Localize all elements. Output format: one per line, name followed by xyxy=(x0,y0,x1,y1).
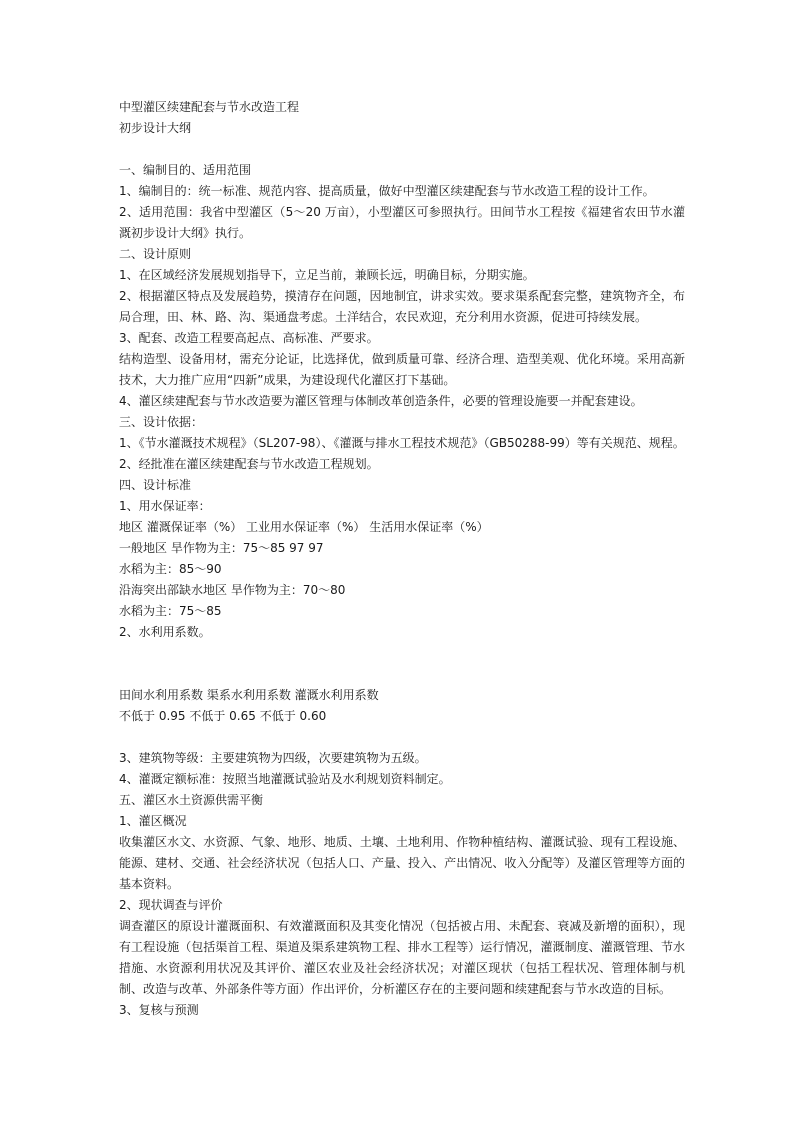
paragraph: 3、配套、改造工程要高起点、高标准、严要求。 xyxy=(119,331,379,345)
paragraph: 2、根据灌区特点及发展趋势，摸清存在问题，因地制宜，讲求实效。要求渠系配套完整，建筑物齐全，布局合理，田、林、路、沟、渠通盘考虑。土洋结合，农民欢迎，充分利用水资源，促进可持续发展。 xyxy=(119,289,685,324)
table-row: 水稻为主：85～90 xyxy=(119,562,222,576)
blank-line xyxy=(119,139,685,160)
paragraph: 1、《节水灌溉技术规程》（SL207-98）、《灌溉与排水工程技术规范》（GB50288-99）等有关规范、规程。 xyxy=(119,436,685,450)
paragraph: 2、经批准在灌区续建配套与节水改造工程规划。 xyxy=(119,457,379,471)
paragraph: 1、灌区概况 xyxy=(119,814,187,828)
section-heading: 一、编制目的、适用范围 xyxy=(119,163,252,177)
blank-line xyxy=(119,643,685,685)
paragraph: 2、水利用系数。 xyxy=(119,625,211,639)
paragraph: 1、用水保证率： xyxy=(119,499,211,513)
table-row: 沿海突出部缺水地区 旱作物为主：70～80 xyxy=(119,583,346,597)
section-heading: 二、设计原则 xyxy=(119,247,192,261)
document-subtitle: 初步设计大纲 xyxy=(119,121,192,135)
document-body xyxy=(119,97,685,1021)
table-header: 田间水利用系数 渠系水利用系数 灌溉水利用系数 xyxy=(119,688,379,702)
paragraph: 1、编制目的：统一标准、规范内容、提高质量，做好中型灌区续建配套与节水改造工程的设计工作。 xyxy=(119,184,655,198)
paragraph: 4、灌区续建配套与节水改造要为灌区管理与体制改革创造条件，必要的管理设施要一并配套建设。 xyxy=(119,394,643,408)
paragraph: 3、建筑物等级：主要建筑物为四级，次要建筑物为五级。 xyxy=(119,751,427,765)
paragraph: 4、灌溉定额标准：按照当地灌溉试验站及水利规划资料制定。 xyxy=(119,772,451,786)
section-heading: 四、设计标准 xyxy=(119,478,192,492)
paragraph: 1、在区域经济发展规划指导下，立足当前，兼顾长远，明确目标，分期实施。 xyxy=(119,268,535,282)
section-heading: 五、灌区水土资源供需平衡 xyxy=(119,793,264,807)
table-row: 一般地区 旱作物为主：75～85 97 97 xyxy=(119,541,324,555)
table-row: 水稻为主：75～85 xyxy=(119,604,222,618)
document-title: 中型灌区续建配套与节水改造工程 xyxy=(119,100,300,114)
section-heading: 三、设计依据： xyxy=(119,415,204,429)
blank-line xyxy=(119,727,685,748)
paragraph: 调查灌区的原设计灌溉面积、有效灌溉面积及其变化情况（包括被占用、未配套、衰减及新增的面积），现有工程设施（包括渠首工程、渠道及渠系建筑物工程、排水工程等）运行情况，灌溉制度、灌溉管理、节水措施、水资源利用状况及其评价、灌区农业及社会经济状况；对灌区现状（包括工程状况、管理体制与机制、改造与改革、外部条件等方面）作出评价，分析灌区存在的主要问题和续建配套与节水改造的目标。 xyxy=(119,919,685,996)
table-row: 不低于 0.95 不低于 0.65 不低于 0.60 xyxy=(119,709,327,723)
paragraph: 2、现状调查与评价 xyxy=(119,898,223,912)
paragraph: 2、适用范围：我省中型灌区（5～20 万亩），小型灌区可参照执行。田间节水工程按《福建省农田节水灌溉初步设计大纲》执行。 xyxy=(119,205,685,240)
paragraph: 结构造型、设备用材，需充分论证，比选择优，做到质量可靠、经济合理、造型美观、优化环境。采用高新技术，大力推广应用“四新”成果，为建设现代化灌区打下基础。 xyxy=(119,352,685,387)
table-header: 地区 灌溉保证率（%） 工业用水保证率（%） 生活用水保证率（%） xyxy=(119,520,489,534)
paragraph: 3、复核与预测 xyxy=(119,1003,199,1017)
paragraph: 收集灌区水文、水资源、气象、地形、地质、土壤、土地利用、作物种植结构、灌溉试验、现有工程设施、能源、建材、交通、社会经济状况（包括人口、产量、投入、产出情况、收入分配等）及灌区管理等方面的基本资料。 xyxy=(119,835,685,891)
